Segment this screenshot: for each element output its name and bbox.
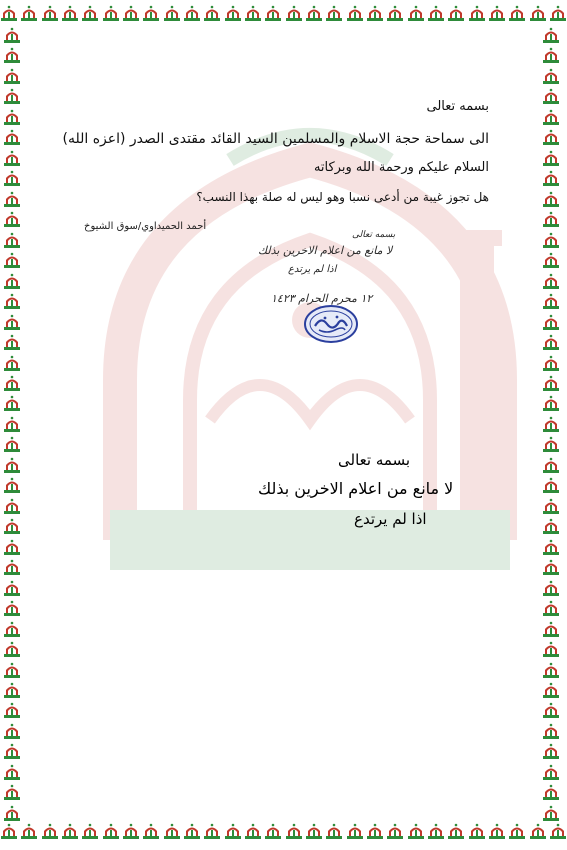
letter-basmala: بسمه تعالى — [426, 99, 489, 114]
official-seal-icon — [303, 304, 359, 344]
typed-reply-line-1: لا مانع من اعلام الاخرين بذلك — [258, 479, 454, 498]
letter-question: هل تجوز غيبة من أدعى نسبا وهو ليس له صلة بهذا النسب؟ — [196, 190, 489, 204]
handwritten-line-2: اذا لم يرتدع — [288, 264, 337, 275]
letter-addressee: الى سماحة حجة الاسلام والمسلمين السيد القائد مقتدى الصدر (اعزه الله) — [62, 131, 489, 147]
typed-reply-line-2: اذا لم يرتدع — [354, 510, 427, 528]
letter-signer: أحمد الحميداوي/سوق الشيوخ — [84, 221, 207, 232]
typed-reply-heading: بسمه تعالى — [338, 451, 411, 469]
letter-greeting: السلام عليكم ورحمة الله وبركاته — [313, 160, 489, 175]
handwritten-heading: بسمه تعالى — [352, 230, 396, 240]
handwritten-date: ١٢ محرم الحرام ١٤٢٣ — [271, 292, 373, 305]
handwritten-line-1: لا مانع من اعلام الاخرين بذلك — [258, 244, 393, 257]
